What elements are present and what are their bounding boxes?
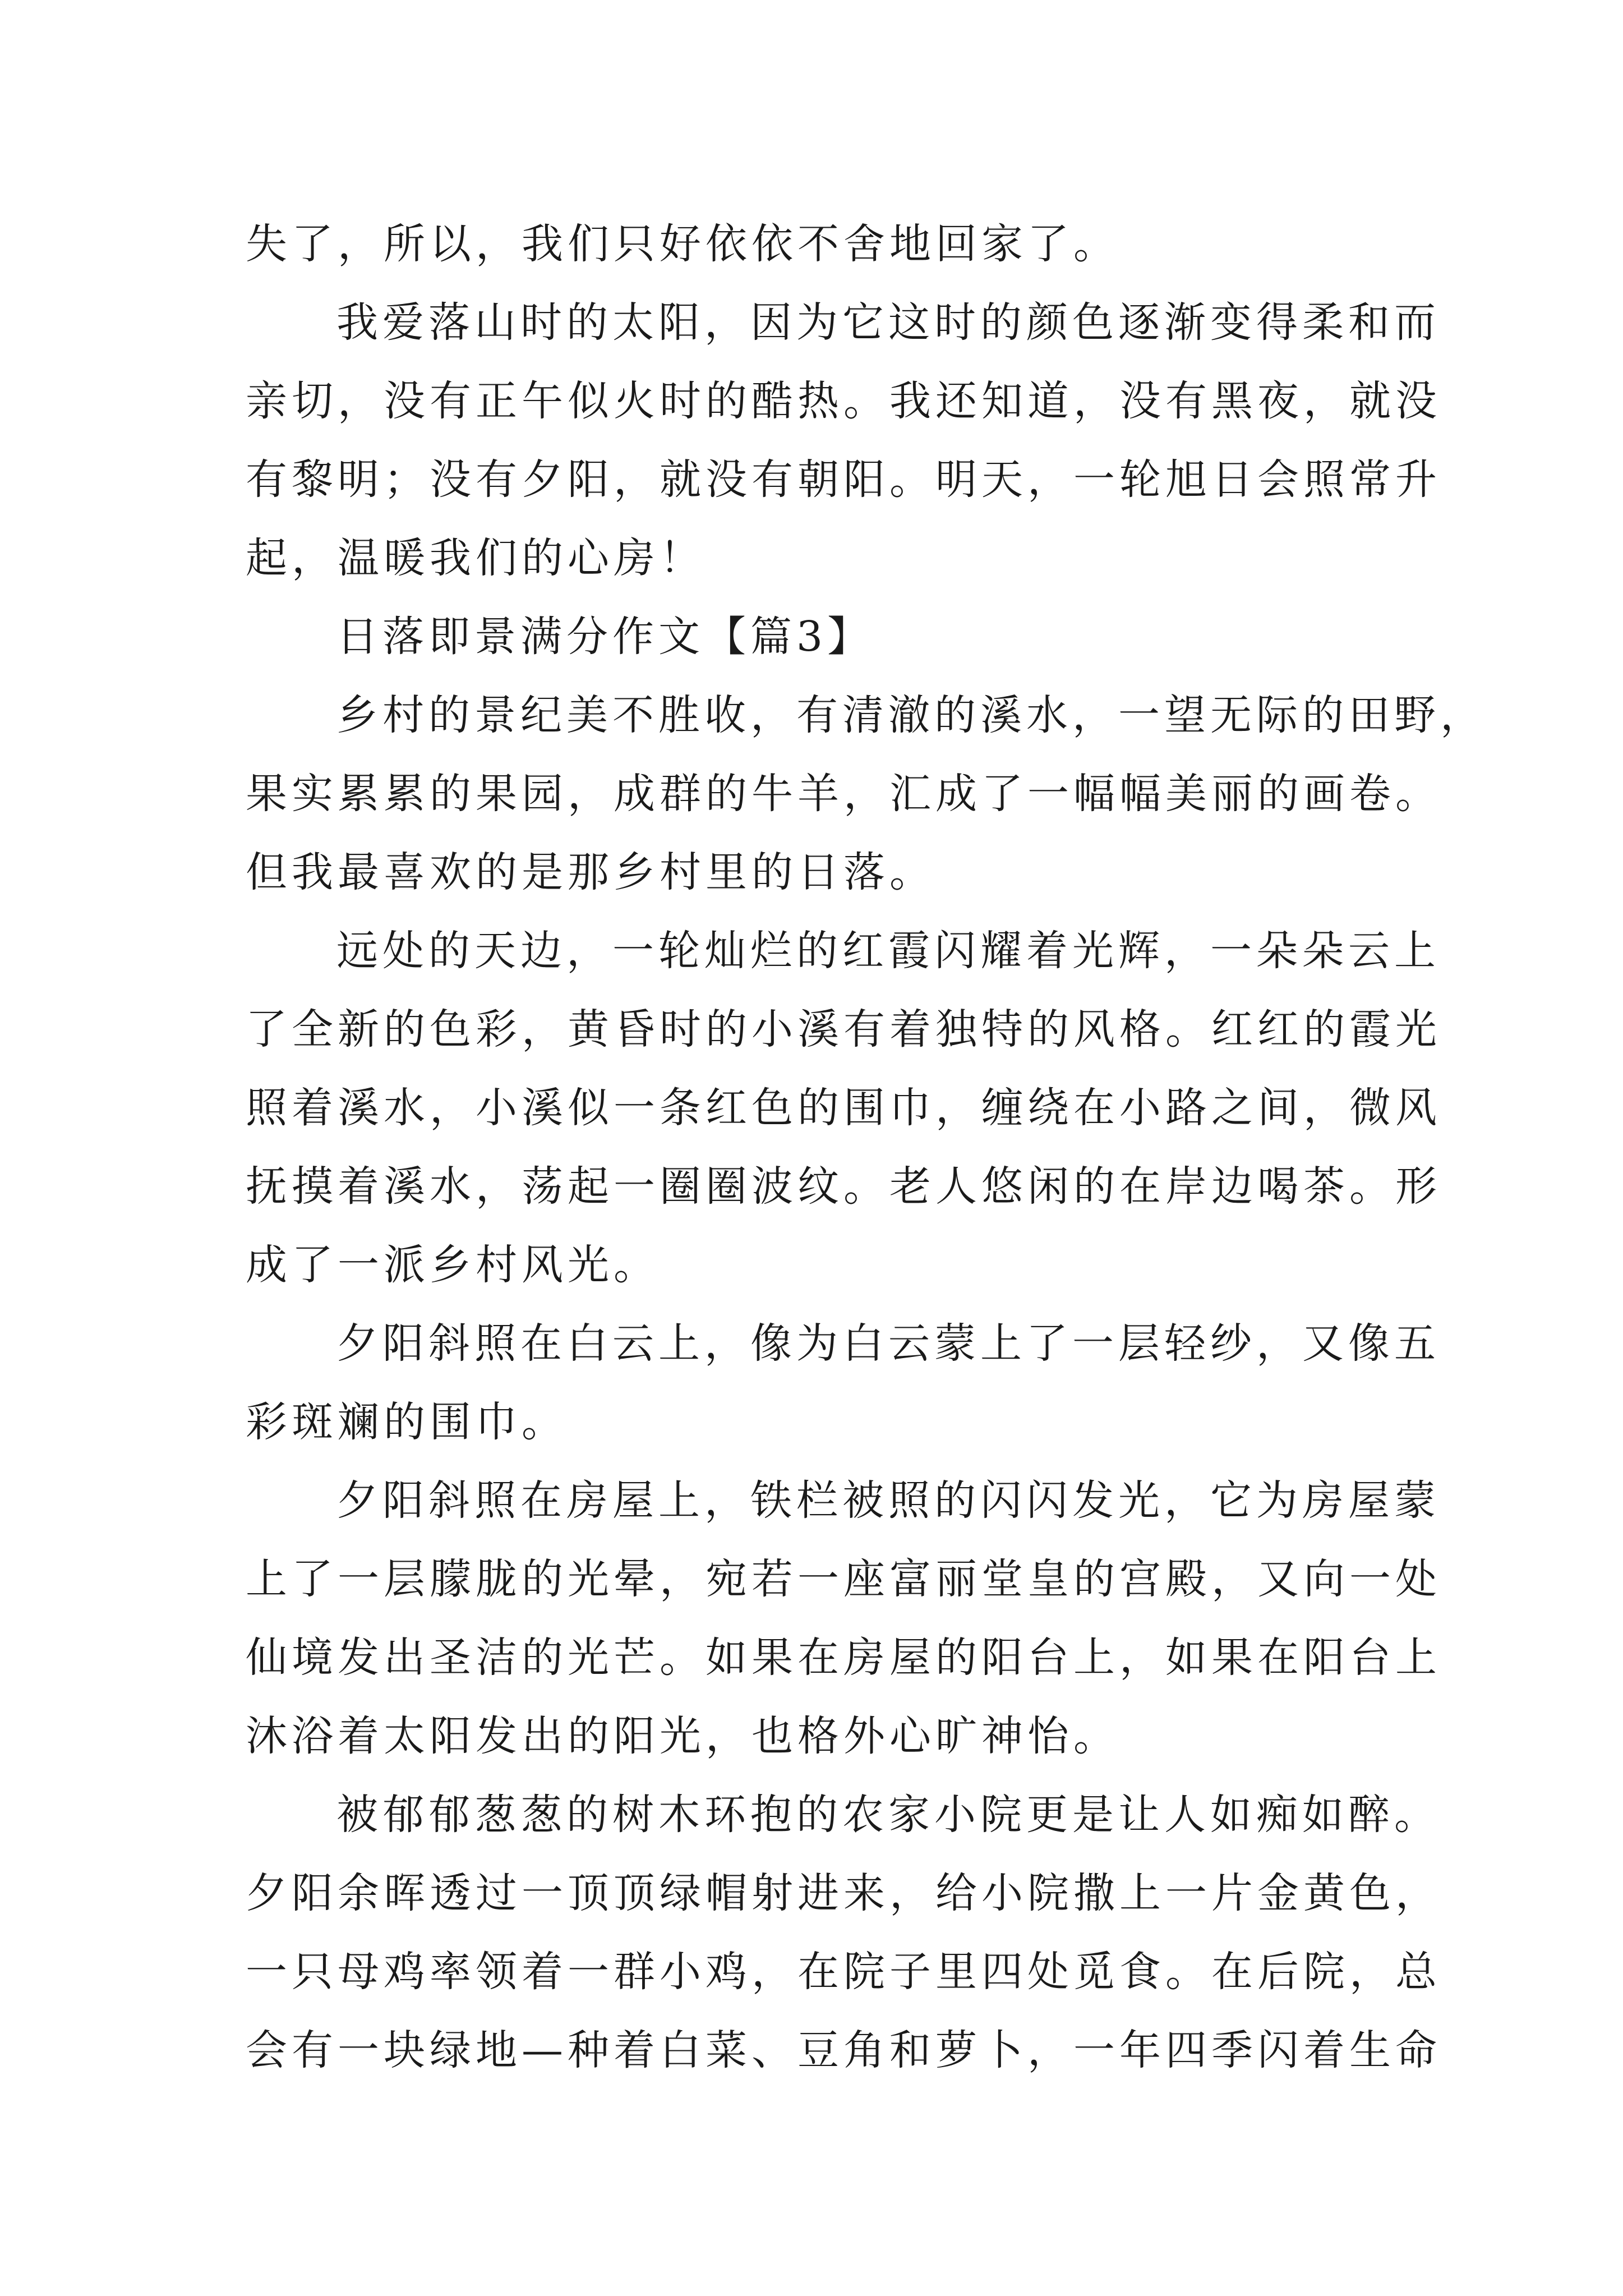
text-line: 会有一块绿地—种着白菜、豆角和萝卜，一年四季闪着生命 xyxy=(246,2026,1441,2074)
section-heading: 日落即景满分作文【篇3】 xyxy=(336,613,874,661)
text-line: 成了一派乡村风光。 xyxy=(246,1241,660,1289)
text-line: 夕阳余晖透过一顶顶绿帽射进来，给小院撒上一片金黄色， xyxy=(246,1869,1441,1917)
text-line: 失了，所以，我们只好依依不舍地回家了。 xyxy=(246,220,1119,268)
text-line: 有黎明；没有夕阳，就没有朝阳。明天，一轮旭日会照常升 xyxy=(246,455,1441,504)
text-line: 远处的天边，一轮灿烂的红霞闪耀着光辉，一朵朵云上 xyxy=(336,927,1440,975)
text-line: 果实累累的果园，成群的牛羊，汇成了一幅幅美丽的画卷。 xyxy=(246,770,1441,818)
text-line: 夕阳斜照在白云上，像为白云蒙上了一层轻纱，又像五 xyxy=(336,1319,1440,1368)
text-line: 起，温暖我们的心房！ xyxy=(246,534,706,582)
text-line: 仙境发出圣洁的光芒。如果在房屋的阳台上，如果在阳台上 xyxy=(246,1634,1441,1682)
text-line: 沐浴着太阳发出的阳光，也格外心旷神怡。 xyxy=(246,1712,1119,1760)
text-line: 亲切，没有正午似火时的酷热。我还知道，没有黑夜，就没 xyxy=(246,377,1441,425)
text-line: 抚摸着溪水，荡起一圈圈波纹。老人悠闲的在岸边喝茶。形 xyxy=(246,1162,1441,1211)
text-line: 一只母鸡率领着一群小鸡，在院子里四处觅食。在后院，总 xyxy=(246,1948,1441,1996)
text-line: 被郁郁葱葱的树木环抱的农家小院更是让人如痴如醉。 xyxy=(336,1791,1440,1839)
text-line: 我爱落山时的太阳，因为它这时的颜色逐渐变得柔和而 xyxy=(336,298,1440,347)
text-line: 照着溪水，小溪似一条红色的围巾，缠绕在小路之间，微风 xyxy=(246,1084,1441,1132)
text-line: 彩斑斓的围巾。 xyxy=(246,1398,568,1446)
text-line: 了全新的色彩，黄昏时的小溪有着独特的风格。红红的霞光 xyxy=(246,1005,1441,1053)
text-line: 夕阳斜照在房屋上，铁栏被照的闪闪发光，它为房屋蒙 xyxy=(336,1476,1440,1525)
text-line: 但我最喜欢的是那乡村里的日落。 xyxy=(246,848,935,896)
text-line: 乡村的景纪美不胜收，有清澈的溪水，一望无际的田野， xyxy=(336,691,1486,739)
text-line: 上了一层朦胧的光晕，宛若一座富丽堂皇的宫殿，又向一处 xyxy=(246,1555,1441,1603)
